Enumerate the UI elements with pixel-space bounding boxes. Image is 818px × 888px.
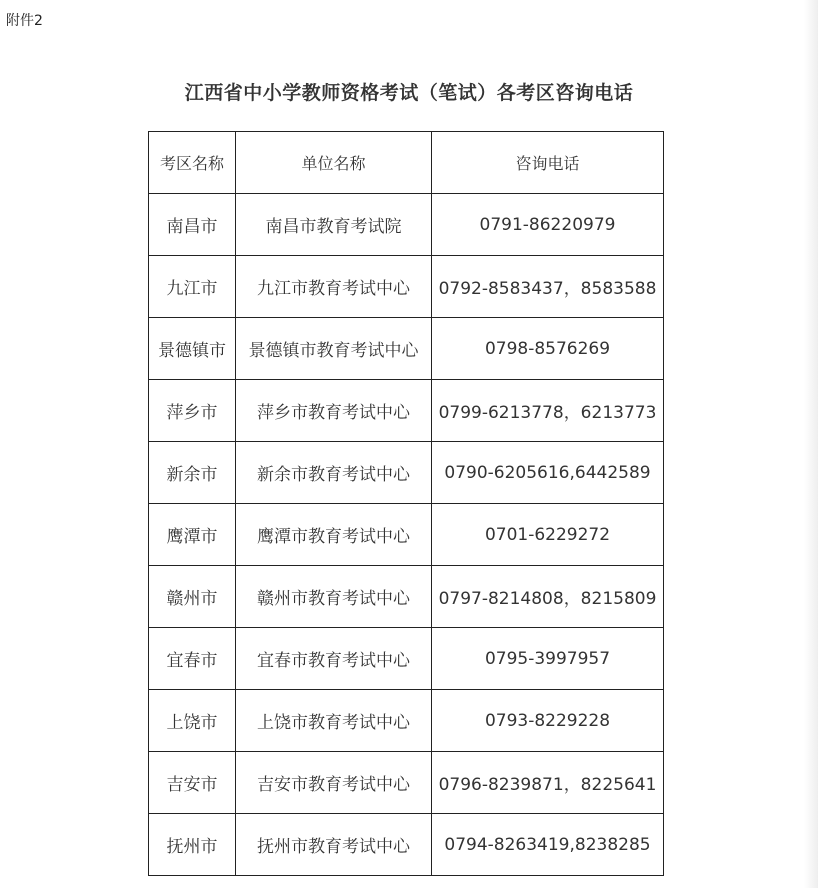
unit-cell: 景德镇市教育考试中心 — [236, 318, 432, 380]
document-title: 江西省中小学教师资格考试（笔试）各考区咨询电话 — [184, 82, 634, 104]
phone-cell: 0797-8214808，8215809 — [432, 566, 664, 628]
header-unit: 单位名称 — [236, 132, 432, 194]
table-row — [149, 380, 664, 442]
contact-phone-table — [148, 131, 664, 876]
unit-cell: 萍乡市教育考试中心 — [236, 380, 432, 442]
phone-cell: 0793-8229228 — [432, 690, 664, 752]
region-cell: 赣州市 — [149, 566, 236, 628]
phone-cell: 0798-8576269 — [432, 318, 664, 380]
unit-cell: 南昌市教育考试院 — [236, 194, 432, 256]
region-cell: 吉安市 — [149, 752, 236, 814]
unit-cell: 鹰潭市教育考试中心 — [236, 504, 432, 566]
phone-cell: 0791-86220979 — [432, 194, 664, 256]
unit-cell: 上饶市教育考试中心 — [236, 690, 432, 752]
phone-cell: 0794-8263419,8238285 — [432, 814, 664, 876]
table-row — [149, 752, 664, 814]
unit-cell: 吉安市教育考试中心 — [236, 752, 432, 814]
table-row — [149, 442, 664, 504]
table-row — [149, 566, 664, 628]
page-edge-shadow — [804, 0, 818, 888]
region-cell: 南昌市 — [149, 194, 236, 256]
region-cell: 景德镇市 — [149, 318, 236, 380]
phone-cell: 0796-8239871，8225641 — [432, 752, 664, 814]
unit-cell: 赣州市教育考试中心 — [236, 566, 432, 628]
region-cell: 萍乡市 — [149, 380, 236, 442]
region-cell: 上饶市 — [149, 690, 236, 752]
phone-cell: 0799-6213778，6213773 — [432, 380, 664, 442]
region-cell: 宜春市 — [149, 628, 236, 690]
unit-cell: 宜春市教育考试中心 — [236, 628, 432, 690]
phone-cell: 0792-8583437，8583588 — [432, 256, 664, 318]
region-cell: 鹰潭市 — [149, 504, 236, 566]
unit-cell: 抚州市教育考试中心 — [236, 814, 432, 876]
table-row — [149, 256, 664, 318]
attachment-label: 附件2 — [6, 13, 43, 29]
phone-cell: 0790-6205616,6442589 — [432, 442, 664, 504]
header-phone: 咨询电话 — [432, 132, 664, 194]
phone-cell: 0795-3997957 — [432, 628, 664, 690]
table-row — [149, 814, 664, 876]
table-row — [149, 194, 664, 256]
table-header-row — [149, 132, 664, 194]
table-row — [149, 504, 664, 566]
phone-cell: 0701-6229272 — [432, 504, 664, 566]
region-cell: 抚州市 — [149, 814, 236, 876]
region-cell: 新余市 — [149, 442, 236, 504]
unit-cell: 九江市教育考试中心 — [236, 256, 432, 318]
table-row — [149, 690, 664, 752]
region-cell: 九江市 — [149, 256, 236, 318]
unit-cell: 新余市教育考试中心 — [236, 442, 432, 504]
table-row — [149, 628, 664, 690]
header-region: 考区名称 — [149, 132, 236, 194]
table-row — [149, 318, 664, 380]
